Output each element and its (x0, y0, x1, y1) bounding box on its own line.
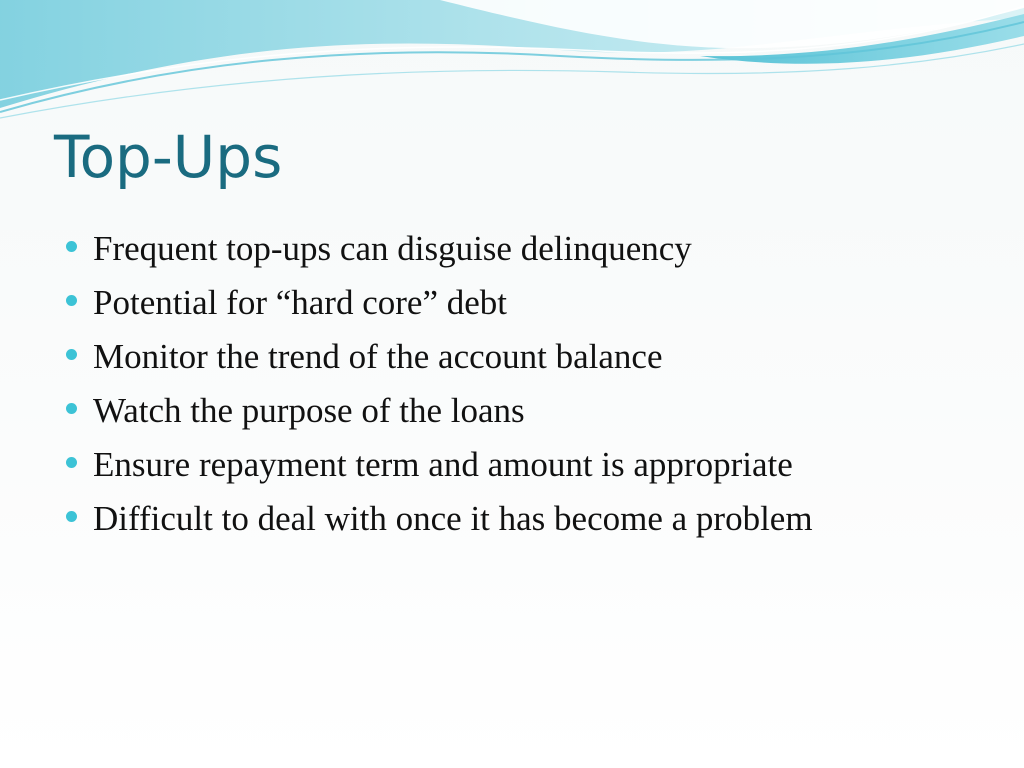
list-item (66, 276, 813, 330)
round-bullet-icon (66, 349, 77, 360)
slide-title: Top-Ups (54, 123, 283, 191)
round-bullet-icon (66, 403, 77, 414)
round-bullet-icon (66, 241, 77, 252)
bullet-text: Ensure repayment term and amount is appropriate (93, 445, 793, 484)
list-item (66, 384, 813, 438)
round-bullet-icon (66, 457, 77, 468)
bullet-text: Difficult to deal with once it has become a problem (93, 499, 813, 538)
round-bullet-icon (66, 295, 77, 306)
list-item (66, 222, 813, 276)
bullet-text: Watch the purpose of the loans (93, 391, 525, 430)
bullet-text: Monitor the trend of the account balance (93, 337, 663, 376)
list-item (66, 438, 813, 492)
list-item (66, 330, 813, 384)
wave-decoration (0, 0, 1024, 130)
bullet-text: Potential for “hard core” debt (93, 283, 507, 322)
round-bullet-icon (66, 511, 77, 522)
list-item (66, 492, 813, 546)
bullet-list (66, 222, 813, 546)
bullet-text: Frequent top-ups can disguise delinquency (93, 229, 692, 268)
